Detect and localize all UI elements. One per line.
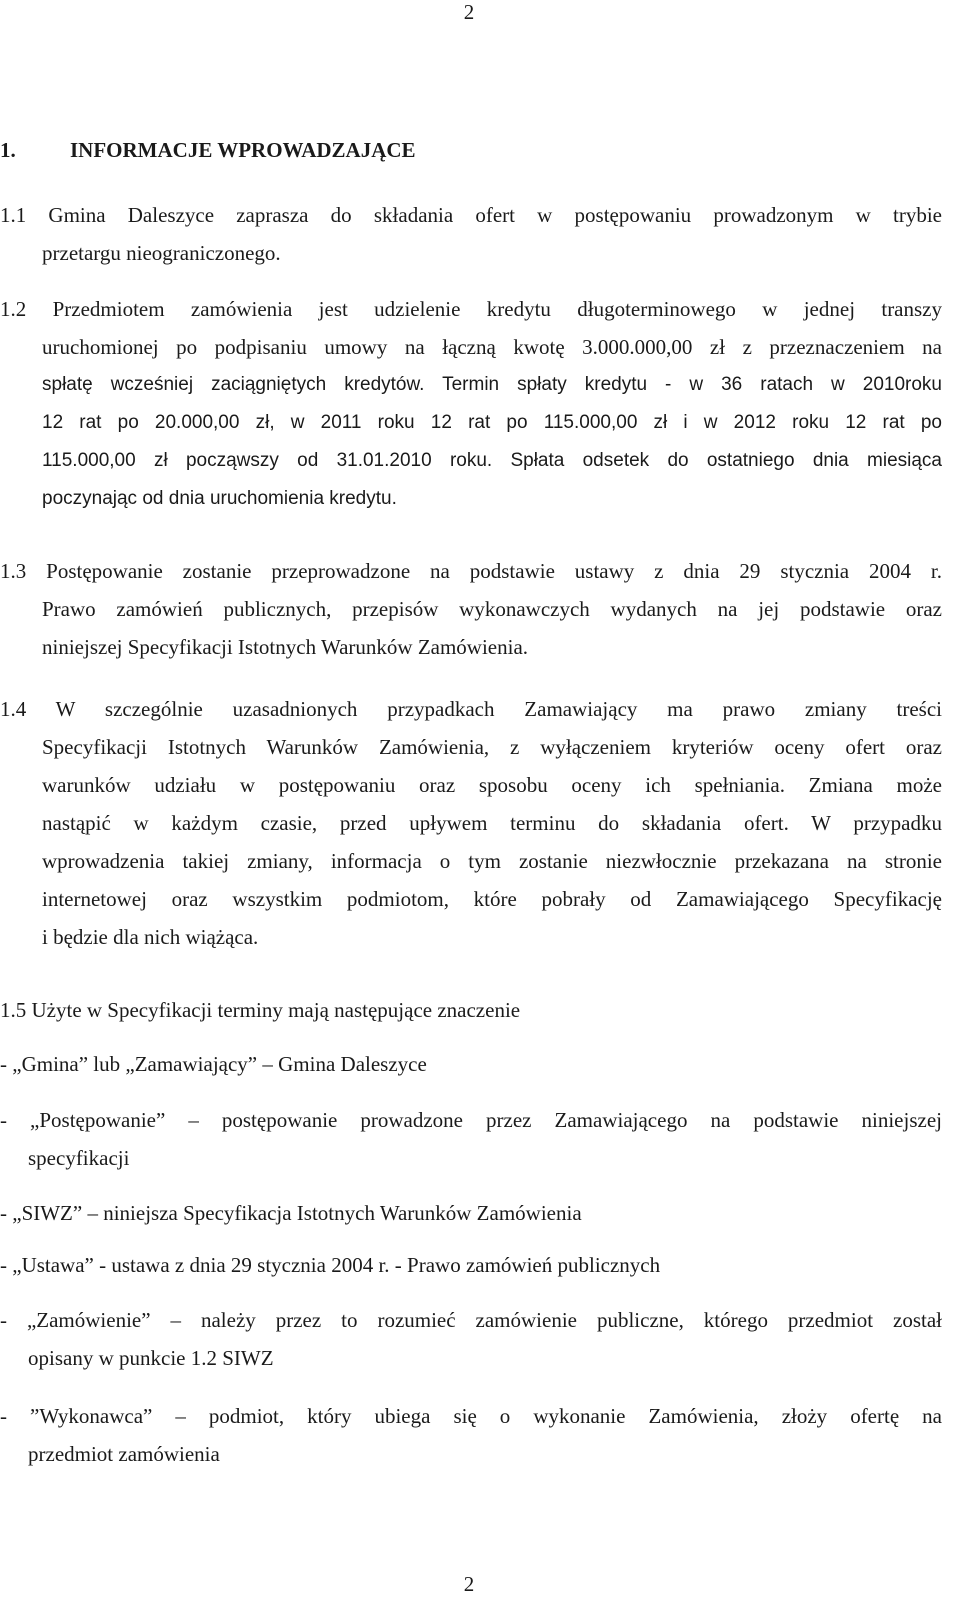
paragraph-line: niniejszej Specyfikacji Istotnych Warunków Zamówienia. xyxy=(42,635,529,659)
definition-line: - „Ustawa” - ustawa z dnia 29 stycznia 2004 r. - Prawo zamówień publicznych xyxy=(0,1253,661,1277)
paragraph-line: nastąpić w każdym czasie, przed upływem terminu do składania ofert. W przypadku xyxy=(42,811,942,835)
definition-line: - „Zamówienie” – należy przez to rozumieć zamówienie publiczne, którego przedmiot został xyxy=(0,1308,942,1332)
paragraph-line: przetargu nieograniczonego. xyxy=(42,241,281,265)
page-number-bottom: 2 xyxy=(463,1572,475,1596)
paragraph-line: 1.3 Postępowanie zostanie przeprowadzone na podstawie ustawy z dnia 29 stycznia 2004 r. xyxy=(0,559,942,583)
paragraph-line: 1.1 Gmina Daleszyce zaprasza do składania ofert w postępowaniu prowadzonym w trybie xyxy=(0,203,942,227)
paragraph-line: warunków udziału w postępowaniu oraz sposobu oceny ich spełniania. Zmiana może xyxy=(42,773,942,797)
definition-line: - ”Wykonawca” – podmiot, który ubiega się o wykonanie Zamówienia, złoży ofertę na xyxy=(0,1404,942,1428)
paragraph-1-3 xyxy=(0,552,942,666)
definition-gmina xyxy=(0,1045,942,1083)
definition-zamowienie xyxy=(0,1301,942,1377)
section-number: 1. xyxy=(0,138,16,162)
paragraph-line: 12 rat po 20.000,00 zł, w 2011 roku 12 rat po 115.000,00 zł i w 2012 roku 12 rat po xyxy=(42,412,942,433)
paragraph-1-5 xyxy=(0,991,942,1029)
definition-siwz xyxy=(0,1194,942,1232)
paragraph-line: wprowadzenia takiej zmiany, informacja o tym zostanie niezwłocznie przekazana na stronie xyxy=(42,849,942,873)
paragraph-line: spłatę wcześniej zaciągniętych kredytów. Termin spłaty kredytu - w 36 ratach w 2010roku xyxy=(42,374,942,395)
paragraph-line: 1.5 Użyte w Specyfikacji terminy mają następujące znaczenie xyxy=(0,998,521,1022)
paragraph-line: 1.4 W szczególnie uzasadnionych przypadkach Zamawiający ma prawo zmiany treści xyxy=(0,697,942,721)
paragraph-line: 115.000,00 zł począwszy od 31.01.2010 roku. Spłata odsetek do ostatniego dnia miesiąca xyxy=(42,450,942,471)
definition-postepowanie xyxy=(0,1101,942,1177)
paragraph-1-1 xyxy=(0,196,942,272)
paragraph-line: Prawo zamówień publicznych, przepisów wykonawczych wydanych na jej podstawie oraz xyxy=(42,597,942,621)
definition-line: specyfikacji xyxy=(28,1146,130,1170)
paragraph-line: i będzie dla nich wiążąca. xyxy=(42,925,259,949)
definition-line: - „Gmina” lub „Zamawiający” – Gmina Daleszyce xyxy=(0,1052,427,1076)
paragraph-line: internetowej oraz wszystkim podmiotom, które pobrały od Zamawiającego Specyfikację xyxy=(42,887,942,911)
paragraph-line: 1.2 Przedmiotem zamówienia jest udzielenie kredytu długoterminowego w jednej transzy xyxy=(0,297,942,321)
definition-line: opisany w punkcie 1.2 SIWZ xyxy=(28,1346,274,1370)
paragraph-line: uruchomionej po podpisaniu umowy na łączną kwotę 3.000.000,00 zł z przeznaczeniem na xyxy=(42,335,942,359)
paragraph-1-2 xyxy=(0,290,942,518)
definition-line: przedmiot zamówienia xyxy=(28,1442,220,1466)
paragraph-line: Specyfikacji Istotnych Warunków Zamówienia, z wyłączeniem kryteriów oceny ofert oraz xyxy=(42,735,942,759)
paragraph-line: poczynając od dnia uruchomienia kredytu. xyxy=(42,488,397,509)
paragraph-1-4 xyxy=(0,690,942,956)
page-number-top: 2 xyxy=(463,0,475,24)
definition-line: - „Postępowanie” – postępowanie prowadzone przez Zamawiającego na podstawie niniejszej xyxy=(0,1108,942,1132)
section-title: INFORMACJE WPROWADZAJĄCE xyxy=(70,138,416,162)
definition-line: - „SIWZ” – niniejsza Specyfikacja Istotnych Warunków Zamówienia xyxy=(0,1201,582,1225)
definition-wykonawca xyxy=(0,1397,942,1473)
definition-ustawa xyxy=(0,1246,942,1284)
